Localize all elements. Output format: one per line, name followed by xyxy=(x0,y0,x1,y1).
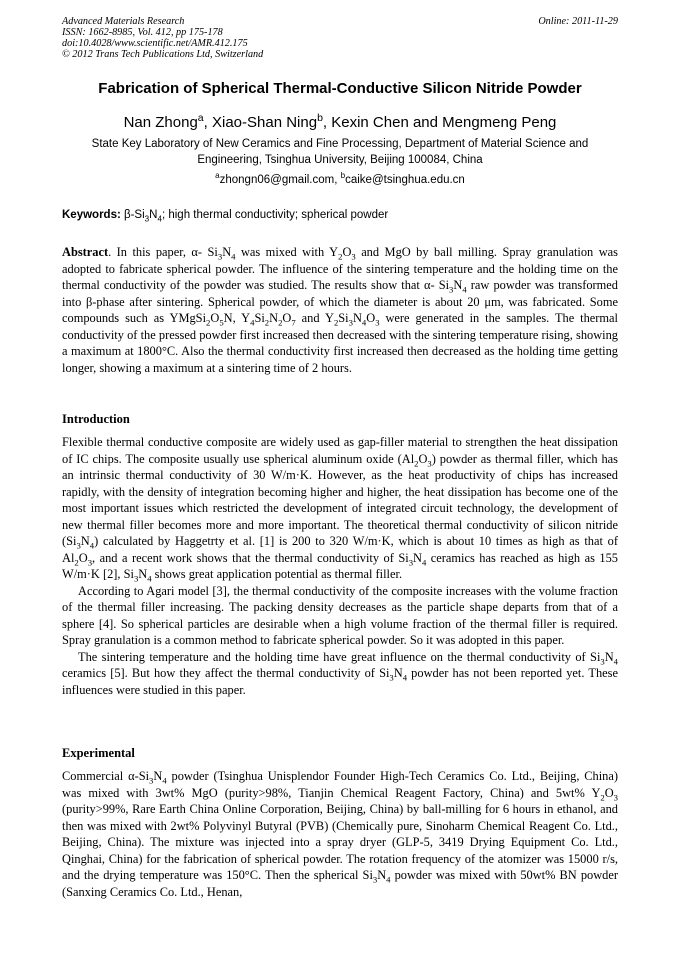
abstract-label: Abstract xyxy=(62,245,109,259)
copyright-line: © 2012 Trans Tech Publications Ltd, Switzerland xyxy=(62,49,264,60)
other-authors: , Kexin Chen and Mengmeng Peng xyxy=(322,114,557,131)
email-b: caike@tsinghua.edu.cn xyxy=(345,174,465,186)
author-1: Nan Zhong xyxy=(123,114,198,131)
author-2-affil-mark: b xyxy=(317,112,323,124)
author-emails xyxy=(62,171,618,186)
introduction-paragraph-3: The sintering temperature and the holding time have great influence on the thermal conductivity of $Si_3N_4$ ceramics [5]. But how they affect the thermal conductivity of $Si_3N_4$ powder has not been reported yet. These influences were studied in this paper. xyxy=(62,649,618,697)
affiliation xyxy=(62,136,618,168)
author-list xyxy=(62,114,618,131)
experimental-body xyxy=(62,768,618,900)
email-a-mark: a xyxy=(215,171,220,181)
affiliation-line-1: State Key Laboratory of New Ceramics and Fine Processing, Department of Material Science and xyxy=(91,138,589,150)
keywords: Keywords: $\beta-Si_3N_4$; high thermal conductivity; spherical powder xyxy=(62,209,389,224)
introduction-body xyxy=(62,434,618,698)
online-date: Online: 2011-11-29 xyxy=(538,16,618,27)
journal-name: Advanced Materials Research xyxy=(62,16,185,27)
experimental-heading: Experimental xyxy=(62,746,135,760)
introduction-paragraph-2: According to Agari model [3], the thermal conductivity of the composite increases with the volume fraction of the thermal filler increasing. The packing density decreases as the particle shape departs from that of a sphere [4]. So spherical particles are desirable when a high volume fraction of the thermal filler is required. Spray granulation is a common method to fabricate spherical powder. So it was adopted in this paper. xyxy=(62,583,618,647)
doi-line: doi:10.4028/www.scientific.net/AMR.412.175 xyxy=(62,38,248,49)
paper-title: Fabrication of Spherical Thermal-Conductive Silicon Nitride Powder xyxy=(98,80,582,97)
experimental-paragraph-1: Commercial $\alpha-Si_3N_4$ powder (Tsinghua Unisplendor Founder High-Tech Ceramics Co. Ltd., Beijing, China) was mixed with 3wt% MgO (purity>98%, Tianjin Chemical Reagent Factory, China) and 5wt% $Y_2O_3$ (purity>99%, Rare Earth China Online Corporation, Beijing, China) by ball-milling for 6 hours in ethanol, and then was mixed with 2wt% Polyvinyl Butyral (PVB) (Chemically pure, Sinoharm Chemical Reagent Co. Ltd., Beijing, China). The mixture was injected into a spray dryer (GLP-5, 3419 Drying Equipment Co. Ltd., Qinghai, China) for the fabrication of spherical powder. The rotation frequency of the atomizer was 15000 r/s, and the drying temperature was 150°C. Then the spherical $Si_3N_4$ powder was mixed with 50wt% BN powder (Sanxing Ceramics Co. Ltd., Henan, xyxy=(62,769,618,899)
author-2: Xiao-Shan Ning xyxy=(211,114,318,131)
issn-line: ISSN: 1662-8985, Vol. 412, pp 175-178 xyxy=(62,27,223,38)
email-b-mark: b xyxy=(340,171,346,181)
journal-header xyxy=(62,16,618,60)
author-1-affil-mark: a xyxy=(197,112,204,124)
affiliation-line-2: Engineering, Tsinghua University, Beijing 100084, China xyxy=(197,154,483,166)
keywords-label: Keywords: xyxy=(62,209,121,221)
introduction-paragraph-1: Flexible thermal conductive composite are widely used as gap-filler material to strengthen the heat dissipation of IC chips. The composite usually use spherical aluminum oxide $(Al_2O_3)$ powder as thermal filler, which has an intrinsic thermal conductivity of 30 W/m·K. However, as the heat productivity of chips has increased rapidly, with the density of integration becoming higher and higher, the heat dissipation has become one of the most important issues which restricted the development of integrated circuit technology, the development of new thermal filler becomes more and more important. The theoretical thermal conductivity of silicon nitride $(Si_3N_4)$ calculated by Haggetrty et al. [1] is 200 to 320 W/m·K, which is about 10 times as high as that of $Al_2O_3$, and a recent work shows that the thermal conductivity of $Si_3N_4$ ceramics has reached as high as 155 W/m·K [2], $Si_3N_4$ shows great application potential as thermal filler. xyxy=(62,435,619,584)
abstract: Abstract. In this paper, α- $Si_3N_4$ was mixed with $Y_2O_3$ and MgO by ball milling. Spray granulation was adopted to fabricate spherical powder. The influence of the sintering temperature and the holding time on the thermal conductivity of the powder was studied. The results show that α- $Si_3N_4$ raw powder was transformed into β-phase after sintering. Spherical powder, of which the diameter is about 20 μm, was fabricated. Some compounds such as $YMgSi_2O_5N$, $Y_4Si_2N_2O_7$ and $Y_2Si_3N_4O_3$ were generated in the samples. The thermal conductivity of the pressed powder first increased then decreased with the sintering temperature rising, showing a maximum at 1800°C. Also the thermal conductivity first increased then decreased as the holding time getting longer, showing a maximum at a sintering time of 2 hours. xyxy=(62,245,618,375)
author-separator: , xyxy=(203,114,212,131)
introduction-heading: Introduction xyxy=(62,412,130,426)
email-a: zhongn06@gmail.com, xyxy=(219,174,341,186)
